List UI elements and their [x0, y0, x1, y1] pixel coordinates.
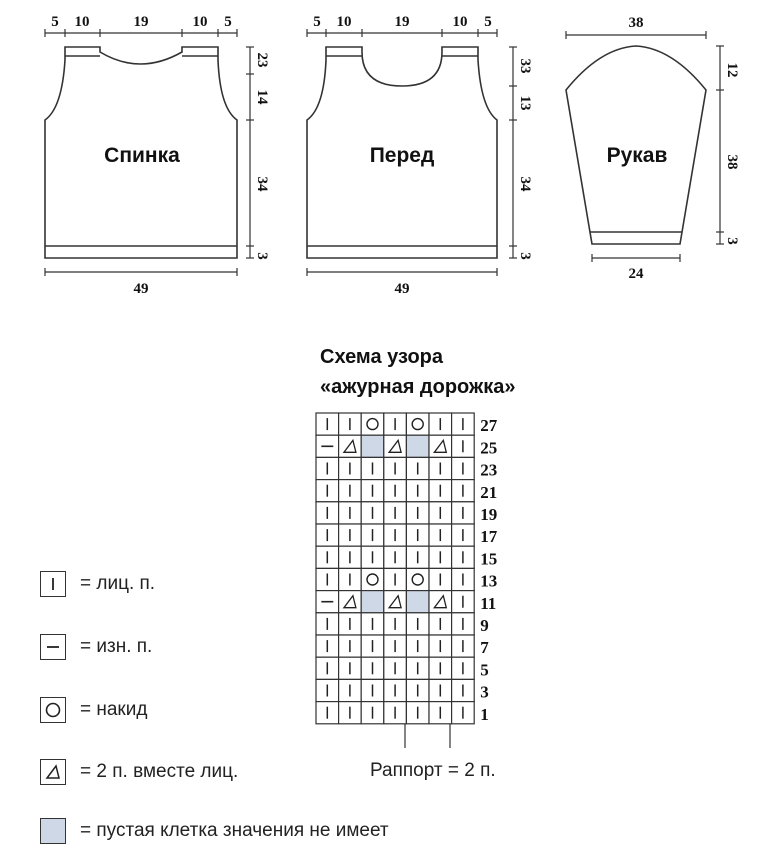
front-side-dim-2: 13: [517, 95, 533, 111]
front-bottom-dim: 49: [394, 281, 410, 297]
empty-cell: [361, 435, 384, 457]
empty-cell: [361, 591, 384, 613]
front-top-dim-3: 19: [394, 14, 410, 30]
legend-knit-text: = лиц. п.: [80, 573, 156, 594]
front-top-dim-2: 10: [336, 14, 352, 30]
row-number: 11: [480, 593, 497, 613]
legend-yarn-over-text: = накид: [80, 699, 148, 720]
row-number: 13: [480, 571, 498, 591]
legend-purl: [40, 633, 152, 661]
purl-icon: [40, 634, 66, 660]
sleeve-side-dim-1: 12: [724, 62, 740, 78]
chart-cell: [361, 413, 384, 435]
legend-k2tog-text: = 2 п. вместе лиц.: [80, 761, 239, 782]
row-number: 5: [480, 660, 489, 680]
legend-empty-cell: [40, 817, 389, 845]
legend-yarn-over: [40, 696, 147, 724]
front-side-dim-3: 34: [517, 176, 533, 192]
front-top-dim-4: 10: [452, 14, 468, 30]
front-piece: [307, 14, 533, 297]
back-top-dim-1: 5: [51, 14, 59, 30]
legend-k2tog: [40, 758, 238, 786]
k2tog-icon: [40, 759, 66, 785]
row-number: 3: [480, 682, 489, 702]
pattern-title-line2: «ажурная дорожка»: [320, 376, 516, 398]
legend-empty-cell-text: = пустая клетка значения не имеет: [80, 820, 389, 841]
sleeve-top-dim: 38: [628, 15, 644, 31]
row-number: 23: [480, 460, 498, 480]
knit-icon: [40, 571, 66, 597]
sleeve-label: Рукав: [606, 144, 668, 167]
empty-cell-icon: [40, 818, 66, 844]
back-piece: [45, 14, 270, 297]
back-top-dim-3: 19: [133, 14, 149, 30]
chart-cell: [361, 568, 384, 590]
front-top-dim-5: 5: [484, 14, 492, 30]
empty-cell: [406, 435, 429, 457]
yarn-over-icon: [40, 697, 66, 723]
front-side-dim-4: 3: [517, 252, 533, 260]
back-label: Спинка: [104, 144, 180, 167]
chart-cell: [429, 591, 452, 613]
row-number: 15: [480, 549, 498, 569]
sleeve-piece: [566, 15, 740, 282]
back-side-dim-4: 3: [254, 252, 270, 260]
rapport-label: Раппорт = 2 п.: [370, 760, 496, 781]
back-top-dim-2: 10: [74, 14, 90, 30]
chart-cell: [384, 435, 407, 457]
row-number: 25: [480, 438, 498, 458]
back-side-dim-2: 14: [254, 89, 270, 105]
row-numbers: [480, 416, 498, 724]
back-top-dim-5: 5: [224, 14, 232, 30]
sleeve-side-dim-2: 38: [724, 154, 740, 170]
legend-knit: [40, 570, 155, 598]
pattern-chart: [316, 413, 474, 724]
pattern-title-line1: Схема узора: [320, 346, 443, 368]
chart-cell: [406, 413, 429, 435]
chart-cell: [429, 435, 452, 457]
back-side-dim-1: 23: [254, 52, 270, 68]
chart-cell: [384, 591, 407, 613]
pattern-title: [320, 342, 560, 402]
chart-cell: [339, 435, 362, 457]
row-number: 27: [480, 416, 498, 436]
sleeve-bottom-dim: 24: [628, 266, 644, 282]
back-bottom-dim: 49: [133, 281, 149, 297]
back-side-dim-3: 34: [254, 176, 270, 192]
front-top-dim-1: 5: [313, 14, 321, 30]
row-number: 9: [480, 616, 489, 635]
chart-cell: [406, 568, 429, 590]
row-number: 1: [480, 704, 489, 724]
legend-purl-text: = изн. п.: [80, 636, 153, 657]
sleeve-side-dim-3: 3: [724, 237, 740, 245]
row-number: 17: [480, 527, 498, 547]
front-label: Перед: [369, 144, 435, 167]
front-side-dim-1: 33: [517, 58, 533, 74]
row-number: 7: [480, 638, 489, 658]
chart-cell: [339, 591, 362, 613]
empty-cell: [406, 591, 429, 613]
row-number: 19: [480, 505, 498, 524]
back-top-dim-4: 10: [192, 14, 208, 30]
row-number: 21: [480, 482, 498, 502]
